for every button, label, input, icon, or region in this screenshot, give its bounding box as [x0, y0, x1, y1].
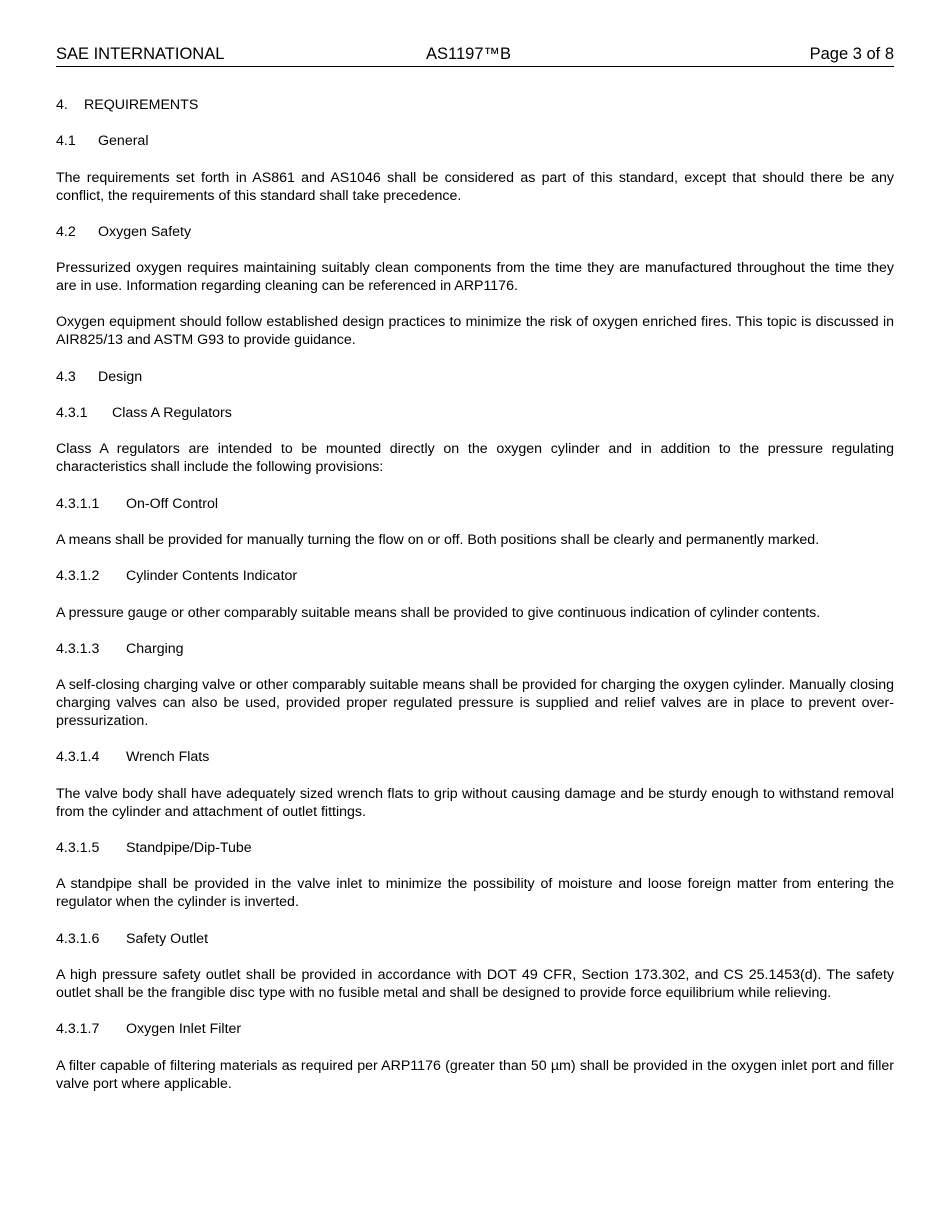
section-heading-4-3-1-7: 4.3.1.7 Oxygen Inlet Filter: [56, 1021, 242, 1038]
paragraph: Pressurized oxygen requires maintaining suitably clean components from the time they are manufactured throughout the time they are in use. Information regarding cleaning can be referenced in ARP1176.: [56, 260, 894, 295]
document-body: [56, 96, 894, 1093]
section-heading-4-2: 4.2 Oxygen Safety: [56, 223, 192, 240]
section-heading-4-3-1-6: 4.3.1.6 Safety Outlet: [56, 930, 209, 947]
section-heading-4-3-1-5: 4.3.1.5 Standpipe/Dip-Tube: [56, 840, 252, 857]
section-heading-4-1: 4.1 General: [56, 133, 149, 150]
header-org: SAE INTERNATIONAL: [56, 45, 225, 63]
paragraph: A filter capable of filtering materials as required per ARP1176 (greater than 50 µm) shall be provided in the oxygen inlet port and filler valve port where applicable.: [56, 1057, 894, 1092]
section-heading-4: 4. REQUIREMENTS: [56, 97, 199, 113]
paragraph: Class A regulators are intended to be mounted directly on the oxygen cylinder and in addition to the pressure regulating characteristics shall include the following provisions:: [56, 441, 894, 476]
paragraph: A means shall be provided for manually turning the flow on or off. Both positions shall be clearly and permanently marked.: [56, 531, 820, 548]
section-heading-4-3: 4.3 Design: [56, 368, 143, 385]
paragraph: The valve body shall have adequately sized wrench flats to grip without causing damage and be sturdy enough to withstand removal from the cylinder and attachment of outlet fittings.: [56, 785, 894, 820]
section-heading-4-3-1-3: 4.3.1.3 Charging: [56, 640, 184, 657]
section-heading-4-3-1: 4.3.1 Class A Regulators: [56, 405, 232, 422]
paragraph: A high pressure safety outlet shall be provided in accordance with DOT 49 CFR, Section 173.302, and CS 25.1453(d). The safety outlet shall be the frangible disc type with no fusible metal and shall be designed to provide force equilibrium while relieving.: [56, 966, 894, 1001]
section-heading-4-3-1-1: 4.3.1.1 On-Off Control: [56, 495, 218, 512]
header-page-number: Page 3 of 8: [809, 45, 894, 63]
paragraph: A standpipe shall be provided in the valve inlet to minimize the possibility of moisture and loose foreign matter from entering the regulator when the cylinder is inverted.: [56, 876, 894, 911]
section-heading-4-3-1-4: 4.3.1.4 Wrench Flats: [56, 749, 210, 766]
paragraph: Oxygen equipment should follow established design practices to minimize the risk of oxygen enriched fires. This topic is discussed in AIR825/13 and ASTM G93 to provide guidance.: [56, 314, 894, 349]
paragraph: The requirements set forth in AS861 and AS1046 shall be considered as part of this standard, except that should there be any conflict, the requirements of this standard shall take precedence.: [56, 169, 894, 204]
header-doc-id: AS1197™B: [426, 45, 511, 63]
paragraph: A self-closing charging valve or other comparably suitable means shall be provided for charging the oxygen cylinder. Manually closing charging valves can also be used, provided proper regulated pressure is supplied and relief valves are in place to prevent over-pressurization.: [56, 677, 894, 730]
page-header: [56, 44, 894, 67]
section-heading-4-3-1-2: 4.3.1.2 Cylinder Contents Indicator: [56, 568, 298, 585]
paragraph: A pressure gauge or other comparably suitable means shall be provided to give continuous indication of cylinder contents.: [56, 604, 821, 621]
